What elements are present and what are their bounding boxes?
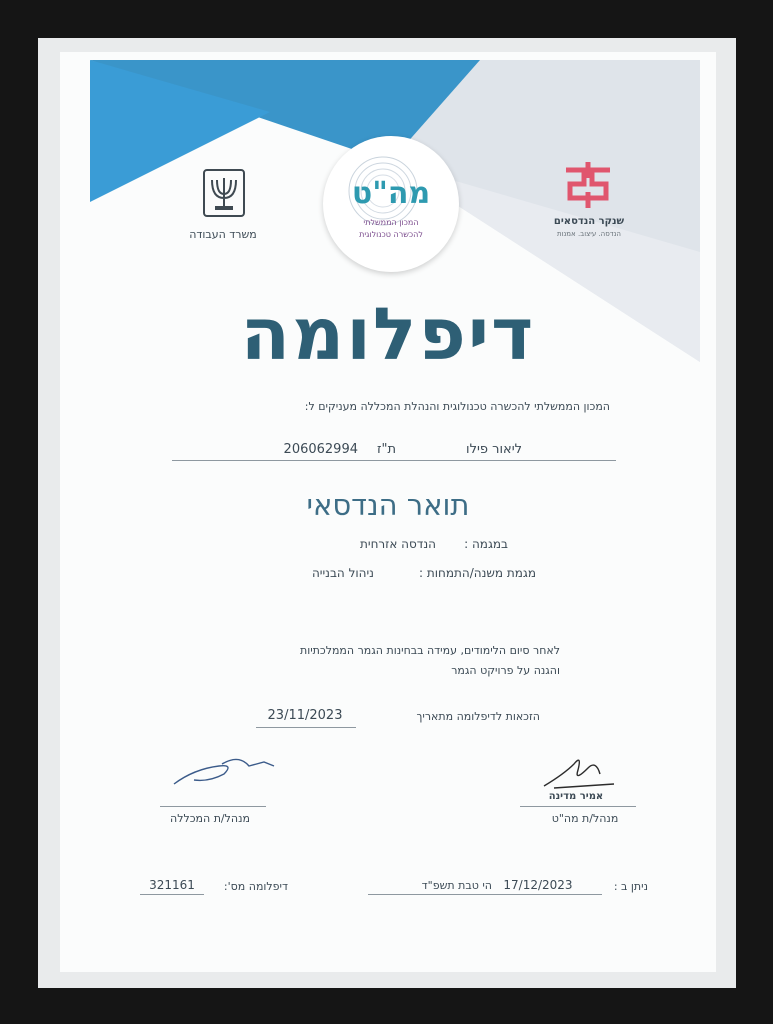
diploma-number-label: דיפלומה מס': [223,880,288,893]
seal-line-2: להכשרה טכנולוגית [359,230,423,239]
intro-text: המכון הממשלתי להכשרה טכנולוגית והנהלת המכללה מעניקים ל: [304,400,610,413]
mahat-seal [323,136,459,272]
diploma-title: דיפלומה [240,292,536,376]
degree-title: תואר הנדסאי [306,488,470,522]
college-name: שנקר הנדסאים [553,216,625,227]
eligibility-date: 23/11/2023 [267,708,343,723]
seal-line-1: המכון הממשלתי [363,218,419,227]
recipient-name: ליאור פילו [466,442,522,457]
shenkar-knot-icon [558,158,618,212]
completion-line-2: והגנה על פרויקט הגמר [451,664,560,677]
eligibility-underline [256,727,356,728]
left-signature-line [160,806,266,807]
completion-line-1: לאחר סיום הלימודים, עמידה בבחינות הגמר הממלכתיות [299,644,560,657]
right-signature [534,744,644,794]
left-signature-title: מנהל/ת המכללה [170,812,250,825]
diploma-number-value: 321161 [149,878,195,892]
menorah-emblem-icon [201,168,247,218]
major-value: הנדסה אזרחית [360,537,436,551]
minor-label: מגמת משנה/התמחות : [418,566,536,580]
right-signature-line [520,806,636,807]
right-signature-title: מנהל/ת מה"ט [551,812,619,825]
diploma-number-underline [140,894,204,895]
id-number: 206062994 [283,442,358,457]
college-logo [544,158,634,238]
recipient-underline [172,460,616,461]
major-label: במגמה : [464,537,508,551]
minor-value: ניהול הבנייה [311,566,374,580]
left-signature [164,744,284,794]
seal-main-text: מה"ט [351,176,431,211]
college-tagline: הנדסה. עיצוב. אמנות [556,230,621,238]
issued-label: ניתן ב : [613,880,648,893]
right-signatory-name: אמיר מדינה [548,791,604,802]
diploma-paper [60,52,716,972]
ministry-logo [194,164,254,224]
issued-hebrew-date: הי טבת תשפ"ד [421,879,492,892]
ministry-label: משרד העבודה [189,228,257,241]
issued-underline [368,894,602,895]
eligibility-label: הזכאות לדיפלומה מתאריך [416,710,540,723]
id-label: ת"ז [376,442,396,457]
issued-date: 17/12/2023 [503,878,573,892]
